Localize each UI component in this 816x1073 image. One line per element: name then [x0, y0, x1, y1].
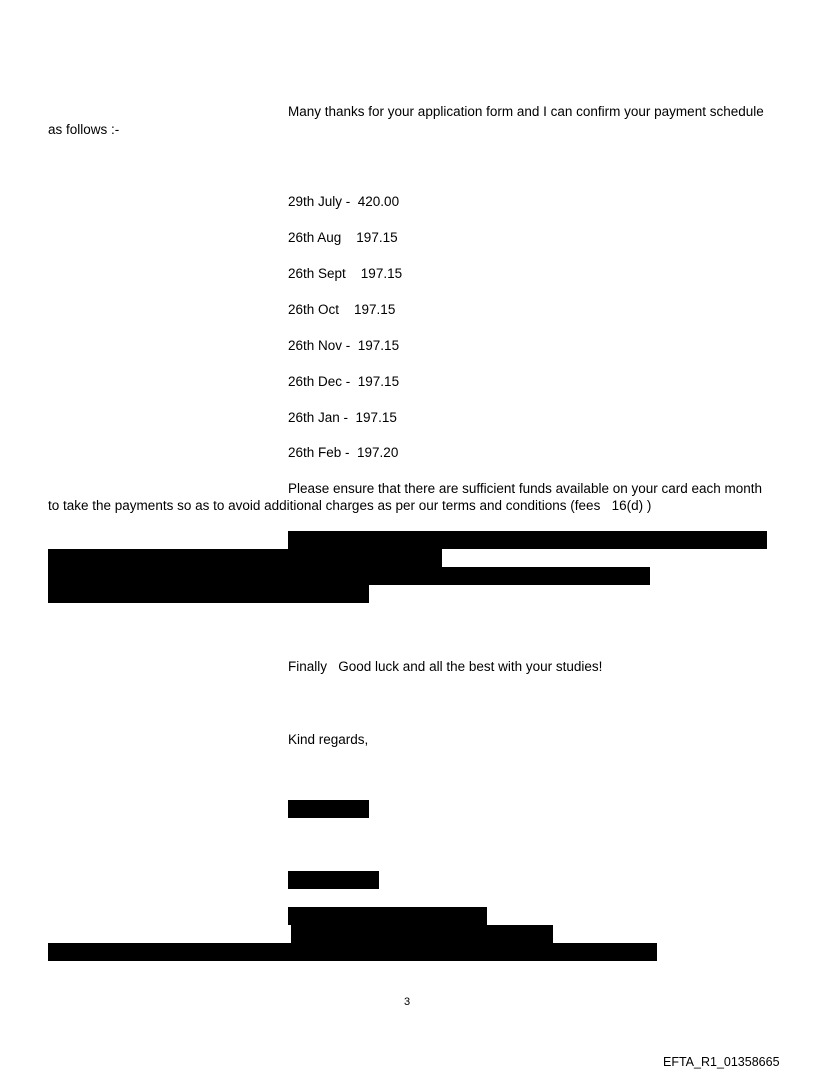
document-id: EFTA_R1_01358665: [663, 1055, 780, 1069]
redaction-bar: [288, 800, 369, 818]
funds-notice-line-2: to take the payments so as to avoid additional charges as per our terms and conditions (fees 16(d) ): [48, 498, 652, 513]
redaction-bar: [288, 531, 767, 549]
closing-line: Finally Good luck and all the best with your studies!: [288, 659, 603, 674]
redaction-bar: [288, 871, 379, 889]
schedule-item: 26th Feb - 197.20: [288, 445, 399, 460]
intro-line-2: as follows :-: [48, 122, 120, 137]
schedule-item: 26th Nov - 197.15: [288, 338, 400, 353]
schedule-item: 26th Oct 197.15: [288, 302, 396, 317]
intro-line-1: Many thanks for your application form and I can confirm your payment schedule: [288, 104, 764, 119]
redaction-bar: [291, 925, 553, 943]
schedule-item: 26th Jan - 197.15: [288, 410, 397, 425]
page-number: 3: [404, 996, 411, 1008]
redaction-bar: [48, 549, 442, 567]
schedule-item: 29th July - 420.00: [288, 194, 400, 209]
redaction-bar: [48, 943, 657, 961]
redaction-bar: [48, 567, 650, 585]
schedule-item: 26th Dec - 197.15: [288, 374, 400, 389]
funds-notice-line-1: Please ensure that there are sufficient funds available on your card each month: [288, 481, 763, 496]
redaction-bar: [48, 585, 369, 603]
sign-off: Kind regards,: [288, 732, 369, 747]
redaction-bar: [288, 907, 487, 925]
schedule-item: 26th Aug 197.15: [288, 230, 398, 245]
schedule-item: 26th Sept 197.15: [288, 266, 403, 281]
